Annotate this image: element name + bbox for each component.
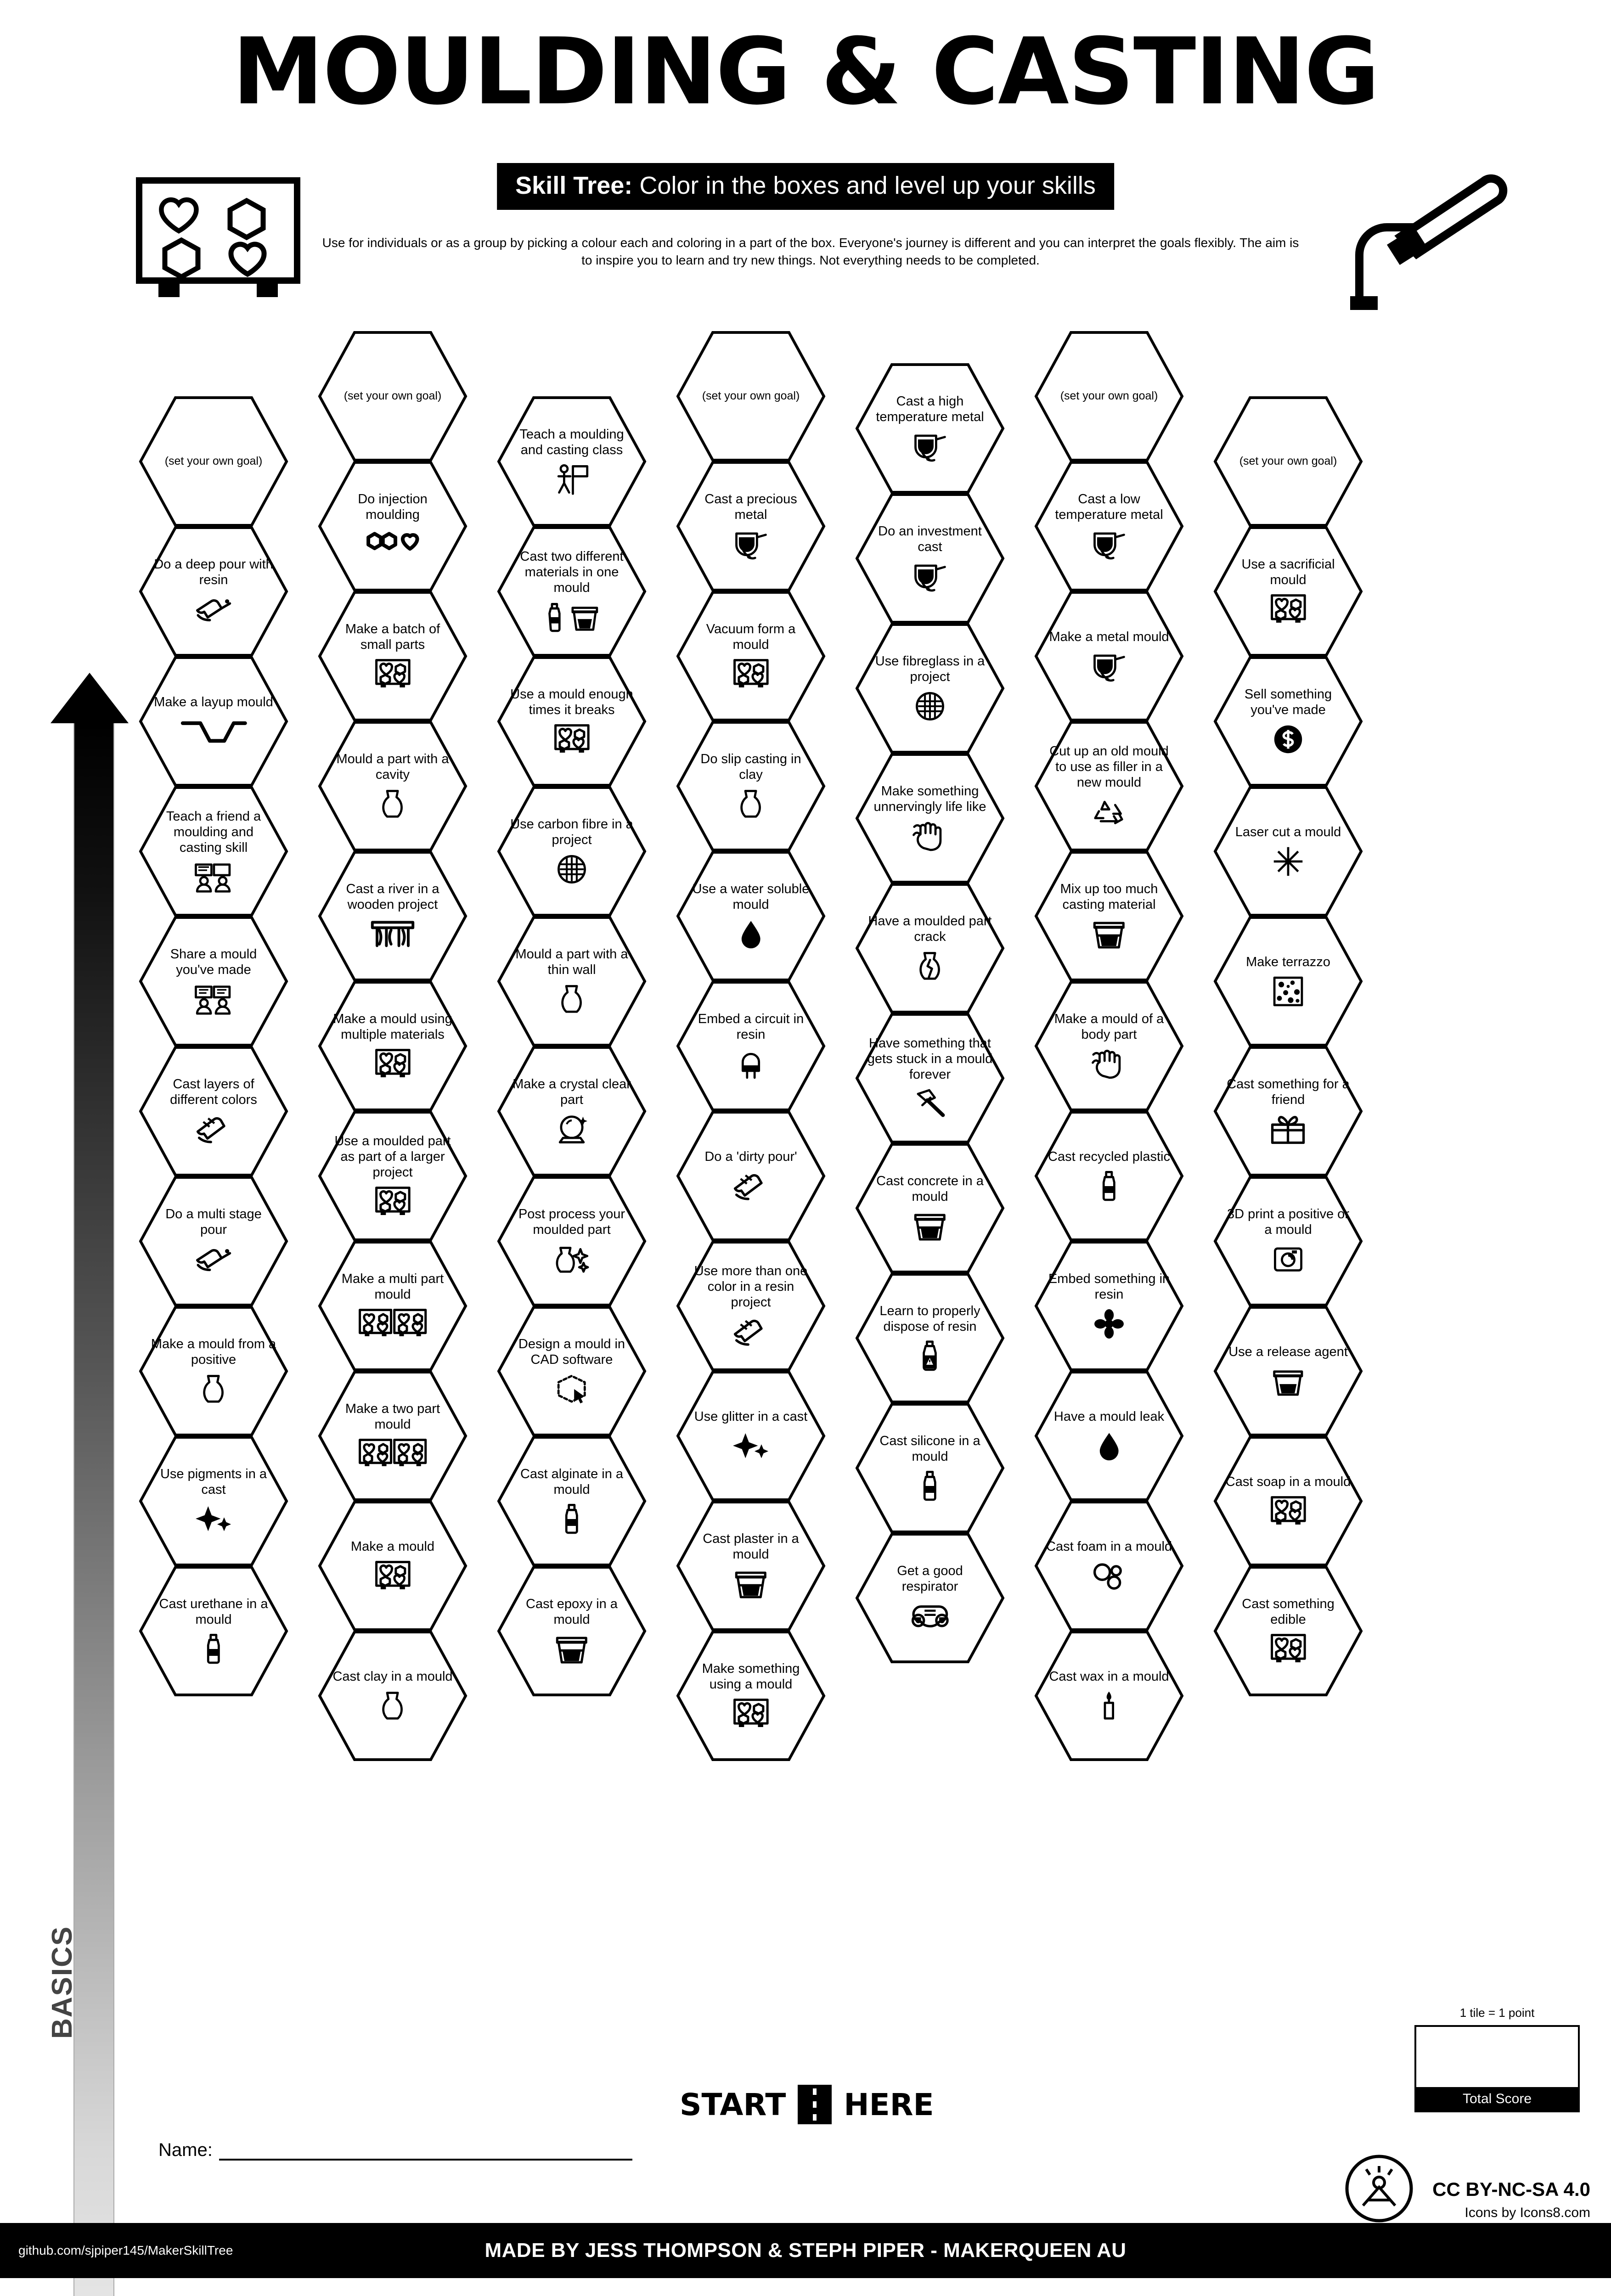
pour-ladle-icon [1090, 649, 1128, 683]
terrazzo-icon [1273, 974, 1304, 1008]
bucket-icon [734, 1567, 767, 1601]
skill-tile-label: Cast a river in a wooden project [346, 881, 439, 912]
skill-tile[interactable] [1033, 330, 1185, 463]
skill-tile-label: Do a deep pour with resin [154, 557, 273, 587]
skill-tile-label: Embed a circuit in resin [698, 1011, 804, 1042]
maker-logo-icon [1345, 2154, 1414, 2223]
skill-tile[interactable] [854, 752, 1006, 885]
skill-tile-label: Cast something edible [1242, 1596, 1335, 1627]
mould-tray-small-icon [364, 527, 422, 561]
skill-tile-label: Use more than one color in a resin project [694, 1263, 808, 1310]
bottle-icon [919, 1469, 941, 1503]
bucket-icon [555, 1632, 588, 1666]
skill-tile[interactable] [1033, 460, 1185, 593]
skill-tile[interactable] [138, 655, 289, 788]
skill-tile[interactable] [854, 1531, 1006, 1665]
hand-icon [911, 819, 949, 853]
skill-tile-label: Cast layers of different colors [170, 1076, 257, 1107]
skill-tile-label: Cast foam in a mould [1046, 1539, 1172, 1554]
skill-tile[interactable] [496, 1435, 648, 1568]
skill-tile[interactable] [1033, 1109, 1185, 1243]
skill-tile-label: Use carbon fibre in a project [510, 816, 633, 847]
vase-sparkle-icon [553, 1242, 591, 1276]
skill-tile-label: Make something unnervingly life like [873, 783, 986, 814]
3d-print-icon [1273, 1242, 1304, 1276]
rainbow-pour-icon [730, 1315, 772, 1349]
skill-tile[interactable] [1212, 525, 1364, 658]
skill-tile[interactable] [675, 1109, 827, 1243]
dollar-coin-icon [1273, 722, 1304, 756]
skill-tile[interactable] [1212, 1305, 1364, 1438]
mould-tray-icon [733, 1697, 769, 1731]
skill-tile-label: Cast concrete in a mould [876, 1173, 984, 1204]
skill-tile-label: 3D print a positive or a mould [1227, 1206, 1349, 1237]
skill-tile-label: Cast a precious metal [704, 491, 797, 522]
skill-tile-label: Use glitter in a cast [694, 1409, 808, 1424]
pour-ladle-icon [911, 559, 949, 593]
vase-icon [199, 1372, 227, 1406]
skill-tile-label: (set your own goal) [1239, 455, 1337, 468]
skill-tile-label: Mould a part with a thin wall [515, 946, 628, 977]
skill-tile-label: Use a mould enough times it breaks [510, 687, 633, 717]
skill-tile[interactable] [854, 882, 1006, 1015]
bottle-bucket-icon [545, 600, 598, 634]
name-label: Name: [158, 2140, 213, 2160]
skill-tile[interactable] [675, 1369, 827, 1503]
skill-tile-label: Embed something in resin [1048, 1271, 1170, 1302]
recycle-icon [1092, 795, 1127, 829]
bottle-icon [561, 1502, 583, 1536]
bottom-bar [0, 2223, 1611, 2278]
page-title: MOULDING & CASTING [232, 18, 1379, 125]
score-box[interactable] [1414, 2025, 1580, 2112]
skill-tile-label: Laser cut a mould [1235, 824, 1341, 839]
skill-tile[interactable] [675, 979, 827, 1113]
skill-tile-label: Make a mould of a body part [1054, 1011, 1164, 1042]
icons-credit: Icons by Icons8.com [1465, 2205, 1590, 2220]
skill-tile[interactable] [1033, 590, 1185, 723]
led-icon [735, 1047, 766, 1081]
tile-point-note: 1 tile = 1 point [1459, 2006, 1535, 2020]
skill-tile-label: Make a metal mould [1049, 629, 1169, 644]
skill-tile[interactable] [1212, 1435, 1364, 1568]
mould-tray-icon [733, 657, 769, 691]
skill-tile-label: Teach a friend a moulding and casting skill [166, 809, 261, 855]
subtitle-label: Skill Tree: [515, 172, 633, 199]
skill-tile[interactable] [496, 1305, 648, 1438]
skill-tile-label: Cast wax in a mould [1049, 1669, 1169, 1684]
mould-tray-icon [1270, 592, 1307, 626]
skill-tile[interactable] [496, 1175, 648, 1308]
skill-tile[interactable] [317, 720, 468, 853]
rainbow-pour-icon [193, 1112, 235, 1146]
droplet-icon [738, 917, 763, 951]
skill-tile[interactable] [675, 460, 827, 593]
skill-tile-label: Cast silicone in a mould [879, 1433, 980, 1464]
respirator-icon [909, 1599, 951, 1633]
skill-tile[interactable] [317, 1369, 468, 1503]
skill-tile[interactable] [317, 1239, 468, 1373]
skill-tile-label: Cast urethane in a mould [159, 1596, 268, 1627]
vase-icon [378, 787, 406, 821]
bottle-icon [1098, 1169, 1120, 1203]
mould-tray-icon [375, 1047, 411, 1081]
skill-tile-label: Make something using a mould [702, 1661, 800, 1692]
skill-tile[interactable] [317, 460, 468, 593]
skill-tile-label: (set your own goal) [344, 389, 442, 403]
crystal-ball-icon [556, 1112, 587, 1146]
start-here [680, 2085, 934, 2124]
skill-tile[interactable] [675, 1629, 827, 1762]
skill-tile[interactable] [1033, 1499, 1185, 1632]
bottle-icon [203, 1632, 225, 1666]
skill-tile[interactable] [854, 1401, 1006, 1535]
teach-friend-icon [193, 860, 234, 894]
axis-label-advanced: ADVANCED [46, 490, 78, 657]
skill-tile-label: Make a mould [350, 1539, 435, 1554]
skill-tile-label: (set your own goal) [1060, 389, 1158, 403]
gift-icon [1269, 1112, 1307, 1146]
skill-tile[interactable] [317, 850, 468, 983]
skill-tile[interactable] [1033, 1369, 1185, 1503]
skill-tile[interactable] [138, 915, 289, 1048]
pour-ladle-icon [1090, 527, 1128, 561]
skill-tile[interactable] [854, 492, 1006, 625]
skill-tile[interactable] [1212, 395, 1364, 528]
mould-tray-double-icon [358, 1307, 427, 1341]
skill-tile-label: Cast a low temperature metal [1055, 491, 1163, 522]
vase-icon [558, 982, 586, 1016]
skill-tile-label: Mix up too much casting material [1060, 881, 1158, 912]
axis-label-basics: BASICS [46, 1925, 78, 2039]
skill-tile-label: Share a mould you've made [170, 946, 257, 977]
skill-tile[interactable] [1212, 785, 1364, 918]
license-block [1432, 2178, 1590, 2221]
skill-tile[interactable] [854, 362, 1006, 495]
wood-river-icon [369, 917, 416, 951]
skill-tile-label: Cast two different materials in one mould [520, 549, 624, 596]
rainbow-pour-icon [730, 1169, 772, 1203]
skill-tile[interactable] [138, 395, 289, 528]
skill-tile[interactable] [317, 1109, 468, 1243]
skill-tile-label: Do injection moulding [358, 491, 428, 522]
skill-tile-label: (set your own goal) [164, 455, 263, 468]
credits-text: MADE BY JESS THOMPSON & STEPH PIPER - MAKERQUEEN AU [484, 2239, 1127, 2262]
start-label: START [680, 2087, 786, 2122]
skill-tile-label: Use fibreglass in a project [875, 653, 985, 684]
skill-tile-label: Cast epoxy in a mould [526, 1596, 618, 1627]
mould-tray-icon [554, 722, 590, 756]
skill-tile[interactable] [675, 1499, 827, 1632]
skill-tile-label: Mould a part with a cavity [336, 751, 449, 782]
skill-tile-label: Have a moulded part crack [868, 913, 992, 944]
skill-tile[interactable] [1033, 850, 1185, 983]
skill-tile[interactable] [317, 330, 468, 463]
skill-tile[interactable] [1033, 720, 1185, 853]
skill-tile-label: Post process your moulded part [518, 1206, 625, 1237]
skill-tile[interactable] [854, 622, 1006, 755]
skill-tile-label: (set your own goal) [702, 389, 800, 403]
skill-tile-label: Make a crystal clear part [513, 1076, 631, 1107]
sparkle-icon [732, 1429, 770, 1463]
license-text: CC BY-NC-SA 4.0 [1432, 2178, 1590, 2200]
skill-tile-label: Cast something for a friend [1227, 1076, 1350, 1107]
skill-tile-label: Do an investment cast [878, 523, 982, 554]
skill-tile[interactable] [675, 1239, 827, 1373]
skill-tile-label: Have a mould leak [1053, 1409, 1165, 1424]
mould-tray-icon [375, 1559, 411, 1593]
skill-tile[interactable] [496, 785, 648, 918]
skill-tile[interactable] [138, 785, 289, 918]
cad-cube-icon [555, 1372, 589, 1406]
skill-tile-label: Cast recycled plastic [1048, 1149, 1170, 1164]
skill-tile-label: Use a water soluble mould [692, 881, 810, 912]
skill-tile[interactable] [675, 720, 827, 853]
share-mould-icon [193, 982, 234, 1016]
sparkle-icon [194, 1502, 232, 1536]
skill-tile-label: Cast clay in a mould [332, 1669, 453, 1684]
intro-blurb: Use for individuals or as a group by picking a colour each and coloring in a part of the box. Everyone's journey is different and you can interpret the goals flexibly. The aim is to inspire you to learn and try new things. Not everything needs to be completed. [322, 236, 1299, 267]
mould-tray-icon [1270, 1494, 1307, 1528]
total-score-label: Total Score [1416, 2087, 1578, 2110]
skill-tile[interactable] [854, 1012, 1006, 1145]
skill-tile[interactable] [138, 1045, 289, 1178]
here-label: HERE [844, 2087, 934, 2122]
mould-tray-icon [375, 1185, 411, 1219]
skill-tile[interactable] [317, 590, 468, 723]
skill-tile[interactable] [138, 1435, 289, 1568]
skill-tile-label: Sell something you've made [1244, 687, 1332, 717]
skill-tile[interactable] [854, 1142, 1006, 1275]
layup-mould-icon [180, 715, 247, 748]
skill-tile-label: Get a good respirator [897, 1563, 963, 1594]
skill-tile[interactable] [138, 1564, 289, 1698]
candle-icon [1098, 1689, 1120, 1723]
skill-tile[interactable] [496, 525, 648, 658]
skill-tile-label: Make a batch of small parts [345, 621, 440, 652]
skill-tile[interactable] [1212, 1564, 1364, 1698]
hammer-icon [913, 1087, 947, 1121]
skill-tile-label: Vacuum form a mould [706, 621, 796, 652]
skill-tile-label: Cast plaster in a mould [703, 1531, 799, 1562]
skill-tile[interactable] [138, 525, 289, 658]
skill-tile-label: Do slip casting in clay [700, 751, 801, 782]
skill-tile[interactable] [1212, 1045, 1364, 1178]
road-icon [798, 2085, 832, 2124]
skill-tile-label: Do a multi stage pour [165, 1206, 262, 1237]
vase-icon [378, 1689, 406, 1723]
skill-tile[interactable] [1033, 1239, 1185, 1373]
skill-tile-label: Cast alginate in a mould [520, 1466, 624, 1497]
skill-tile-label: Make a mould using multiple materials [333, 1011, 452, 1042]
skill-tile-label: Design a mould in CAD software [518, 1336, 625, 1367]
skill-tile[interactable] [1212, 1175, 1364, 1308]
droplet-icon [1097, 1429, 1121, 1463]
skill-tile-label: Make terrazzo [1246, 954, 1330, 969]
skill-tile[interactable] [1033, 1629, 1185, 1762]
skill-tile-label: Learn to properly dispose of resin [879, 1303, 980, 1334]
skill-tile[interactable] [496, 1564, 648, 1698]
skill-tile[interactable] [496, 655, 648, 788]
skill-tile-label: Make a layup mould [154, 694, 273, 709]
resin-pour-icon [191, 1242, 236, 1276]
skill-tile-label: Use a release agent [1228, 1344, 1348, 1359]
skill-tile-label: Use a moulded part as part of a larger project [334, 1133, 451, 1180]
skill-tile-label: Make a two part mould [345, 1401, 440, 1432]
skill-tile[interactable] [675, 850, 827, 983]
spray-bucket-icon [1272, 1364, 1305, 1398]
vase-icon [737, 787, 765, 821]
name-field-row[interactable] [158, 2140, 632, 2161]
skill-tile[interactable] [138, 1305, 289, 1438]
bucket-icon [913, 1209, 946, 1243]
skill-tile[interactable] [496, 915, 648, 1048]
skill-tile[interactable] [1212, 655, 1364, 788]
skill-tile[interactable] [1033, 979, 1185, 1113]
skill-tile-label: Make a multi part mould [341, 1271, 444, 1302]
skill-tile-label: Use pigments in a cast [160, 1466, 267, 1497]
subtitle-text: Color in the boxes and level up your skills [639, 172, 1096, 199]
skill-tile[interactable] [317, 1629, 468, 1762]
hand-icon [1090, 1047, 1128, 1081]
skill-tile[interactable] [675, 330, 827, 463]
skill-tile-label: Cut up an old mould to use as filler in a new mould [1049, 743, 1169, 790]
skill-tile[interactable] [675, 590, 827, 723]
skill-tile-label: Cast a high temperature metal [876, 394, 984, 424]
skill-tile-label: Do a 'dirty pour' [704, 1149, 797, 1164]
laser-icon [1273, 844, 1304, 878]
bucket-icon [1093, 917, 1126, 951]
pour-ladle-icon [911, 429, 949, 463]
flower-icon [1093, 1307, 1125, 1341]
skill-tile[interactable] [317, 979, 468, 1113]
name-input-line[interactable] [219, 2143, 632, 2161]
mould-tray-double-icon [358, 1437, 427, 1471]
weave-icon [914, 689, 946, 723]
skill-tile[interactable] [496, 395, 648, 528]
skill-tile[interactable] [1212, 915, 1364, 1048]
skill-tile[interactable] [854, 1272, 1006, 1405]
skill-tile[interactable] [496, 1045, 648, 1178]
skill-tile-label: Teach a moulding and casting class [519, 427, 624, 457]
score-input-area[interactable] [1416, 2027, 1578, 2089]
weave-icon [556, 852, 587, 886]
skill-tile-label: Cast soap in a mould [1225, 1474, 1351, 1489]
skill-tile[interactable] [138, 1175, 289, 1308]
skill-tile-label: Make a mould from a positive [151, 1336, 276, 1367]
pour-ladle-icon [732, 527, 770, 561]
cracked-vase-icon [916, 949, 944, 983]
teaching-icon [555, 462, 589, 496]
hazard-bottle-icon [918, 1339, 942, 1373]
mould-tray-icon [375, 657, 411, 691]
skill-tile-label: Use a sacrificial mould [1241, 557, 1335, 587]
resin-pour-icon [191, 592, 236, 626]
foam-bubbles-icon [1090, 1559, 1128, 1593]
skill-tile-label: Have something that gets stuck in a mould forever [867, 1035, 993, 1082]
skill-tile[interactable] [317, 1499, 468, 1632]
mould-tray-icon [1270, 1632, 1307, 1666]
github-link[interactable]: github.com/sjpiper145/MakerSkillTree [18, 2243, 233, 2257]
